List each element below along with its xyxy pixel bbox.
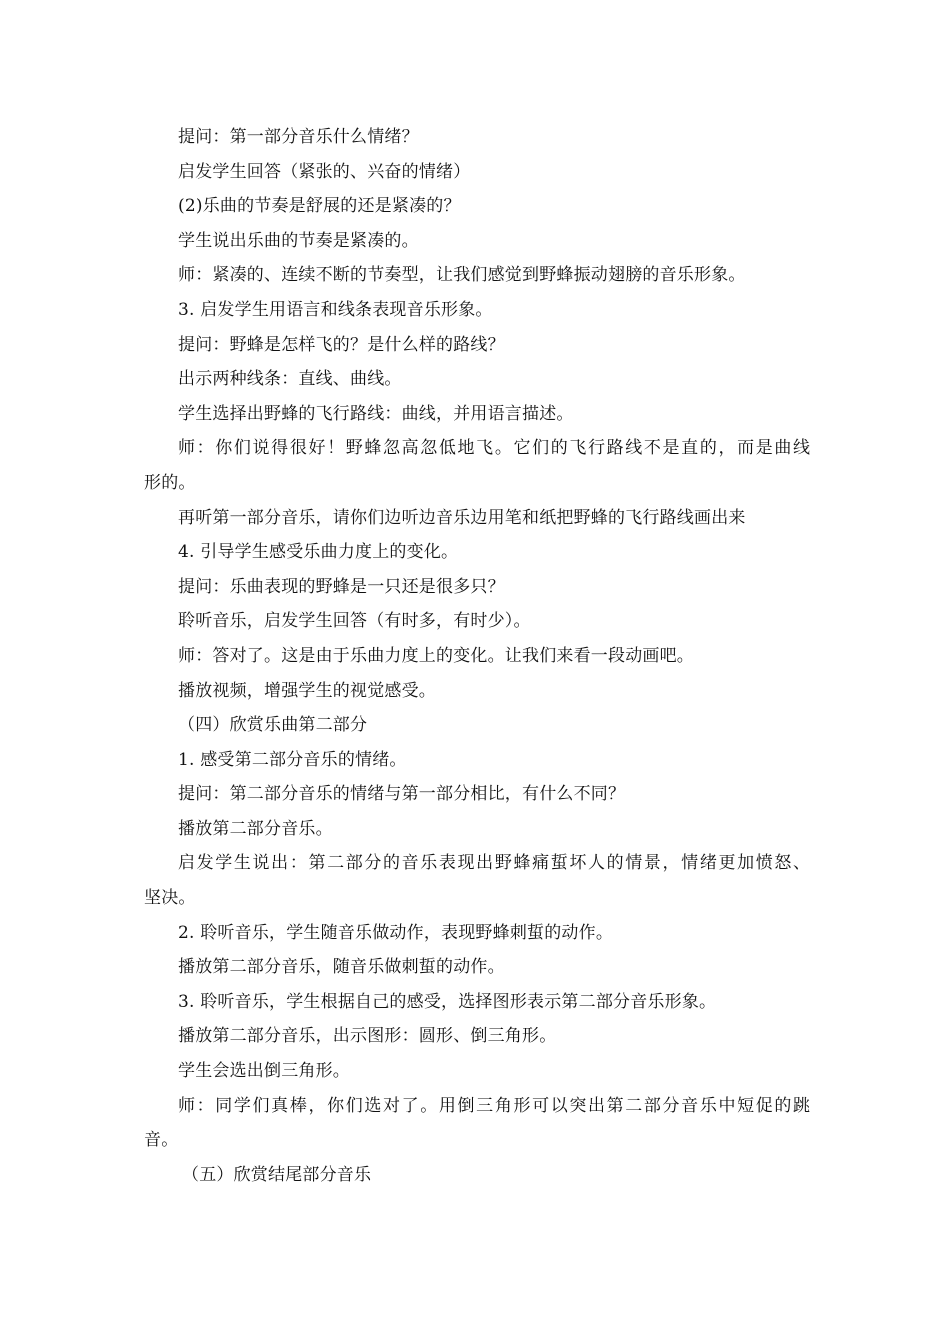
paragraph-line: 学生会选出倒三角形。 <box>178 1061 350 1082</box>
paragraph-line: 播放第二部分音乐。 <box>178 818 333 839</box>
paragraph-line: 聆听音乐，启发学生回答（有时多，有时少）。 <box>178 611 531 632</box>
paragraph-line: 播放第二部分音乐，出示图形：圆形、倒三角形。 <box>178 1026 557 1047</box>
paragraph-line: 学生选择出野蜂的飞行路线：曲线，并用语言描述。 <box>178 403 574 424</box>
section-heading: （五）欣赏结尾部分音乐 <box>182 1164 372 1185</box>
list-item-heading: 2. 聆听音乐，学生随音乐做动作，表现野蜂刺蜇的动作。 <box>178 922 614 943</box>
paragraph-line-continuation: 形的。 <box>144 472 196 493</box>
paragraph-line: 提问：第二部分音乐的情绪与第一部分相比，有什么不同？ <box>178 784 626 805</box>
paragraph-line-continuation: 坚决。 <box>144 888 196 909</box>
paragraph-line: 启发学生说出：第二部分的音乐表现出野蜂痛蜇坏人的情景，情绪更加愤怒、 <box>178 853 810 874</box>
list-item-heading: 3. 聆听音乐，学生根据自己的感受，选择图形表示第二部分音乐形象。 <box>178 991 717 1012</box>
paragraph-line: (2)乐曲的节奏是舒展的还是紧凑的？ <box>178 196 461 217</box>
paragraph-line: 提问：野蜂是怎样飞的？是什么样的路线？ <box>178 334 505 355</box>
paragraph-line: 师：紧凑的、连续不断的节奏型，让我们感觉到野蜂振动翅膀的音乐形象。 <box>178 265 746 286</box>
paragraph-line: 师：答对了。这是由于乐曲力度上的变化。让我们来看一段动画吧。 <box>178 645 694 666</box>
paragraph-line: 出示两种线条：直线、曲线。 <box>178 369 402 390</box>
paragraph-line: 提问：乐曲表现的野蜂是一只还是很多只？ <box>178 576 505 597</box>
paragraph-line: 学生说出乐曲的节奏是紧凑的。 <box>178 230 419 251</box>
paragraph-line: 师：同学们真棒，你们选对了。用倒三角形可以突出第二部分音乐中短促的跳 <box>178 1095 810 1116</box>
paragraph-line: 提问：第一部分音乐什么情绪？ <box>178 127 419 147</box>
list-item-heading: 3. 启发学生用语言和线条表现音乐形象。 <box>178 299 493 320</box>
document-body <box>144 120 810 1192</box>
section-heading: （四）欣赏乐曲第二部分 <box>178 715 368 736</box>
list-item-heading: 4. 引导学生感受乐曲力度上的变化。 <box>178 542 459 563</box>
paragraph-line: 播放视频，增强学生的视觉感受。 <box>178 680 436 701</box>
list-item-heading: 1. 感受第二部分音乐的情绪。 <box>178 749 407 770</box>
paragraph-line-continuation: 音。 <box>144 1130 179 1151</box>
paragraph-line: 启发学生回答（紧张的、兴奋的情绪） <box>178 161 471 182</box>
paragraph-line: 再听第一部分音乐，请你们边听边音乐边用笔和纸把野蜂的飞行路线画出来 <box>178 507 746 528</box>
paragraph-line: 播放第二部分音乐，随音乐做刺蜇的动作。 <box>178 957 505 978</box>
paragraph-line: 师：你们说得很好！野蜂忽高忽低地飞。它们的飞行路线不是直的，而是曲线 <box>178 438 810 459</box>
